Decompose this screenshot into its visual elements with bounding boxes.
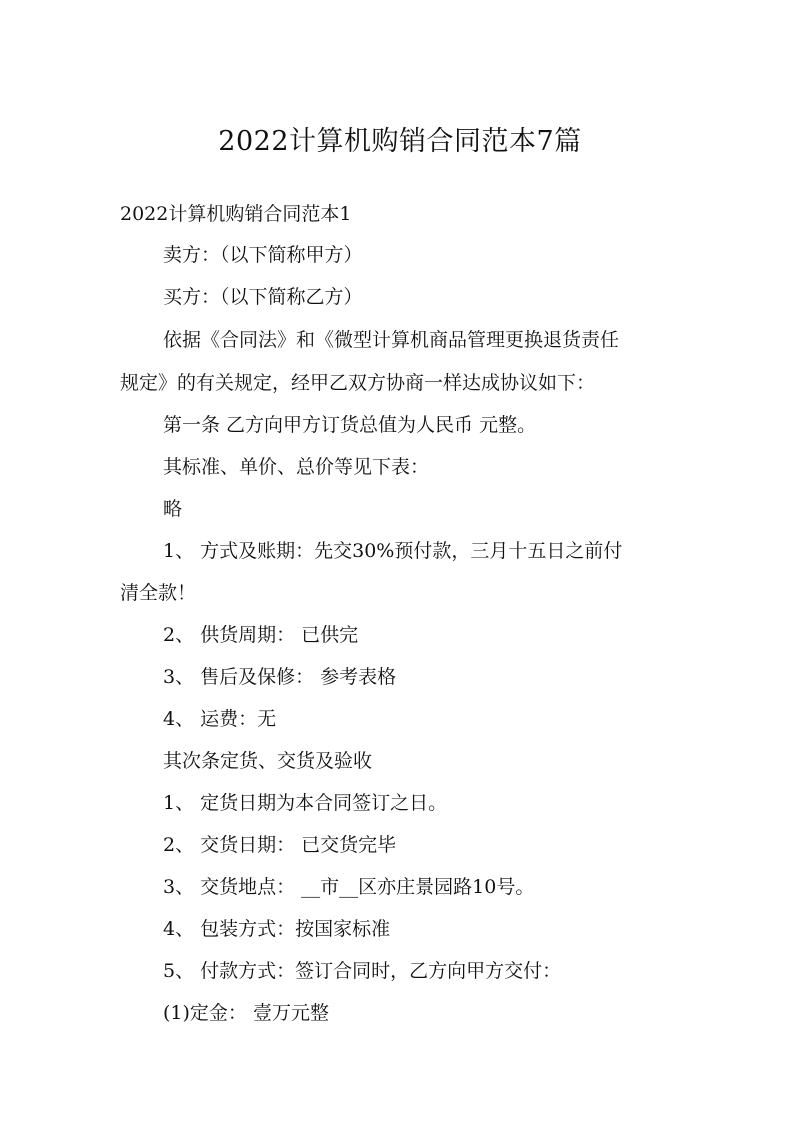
delivery-item-5: 5、 付款方式：签订合同时，乙方向甲方交付： [163, 960, 562, 982]
item-3-after-sales: 3、 售后及保修： 参考表格 [163, 666, 397, 688]
section-heading-contract-1: 2022计算机购销合同范本1 [120, 203, 352, 225]
seller-line: 卖方：（以下简称甲方） [163, 244, 363, 266]
omitted-text: 略 [163, 498, 183, 520]
item-1-payment-line-2: 清全款！ [120, 582, 197, 604]
delivery-item-3: 3、 交货地点： __市__区亦庄景园路10号。 [163, 876, 535, 898]
deposit-line: (1)定金： 壹万元整 [163, 1002, 329, 1024]
paragraph-basis-line-1: 依据《合同法》和《微型计算机商品管理更换退货责任 [163, 329, 620, 351]
delivery-item-2: 2、 交货日期： 已交货完毕 [163, 834, 397, 856]
item-1-payment-line-1: 1、 方式及账期：先交30%预付款，三月十五日之前付 [163, 540, 623, 562]
price-table-note: 其标准、单价、总价等见下表： [163, 456, 430, 478]
item-2-supply-period: 2、 供货周期： 已供完 [163, 624, 359, 646]
delivery-item-1: 1、 定货日期为本合同签订之日。 [163, 792, 448, 814]
item-4-freight: 4、 运费：无 [163, 708, 277, 730]
document-title: 2022计算机购销合同范本7篇 [218, 126, 582, 157]
buyer-line: 买方：（以下简称乙方） [163, 286, 363, 308]
delivery-item-4: 4、 包装方式：按国家标准 [163, 918, 391, 940]
article-2-heading: 其次条定货、交货及验收 [163, 750, 373, 772]
paragraph-basis-line-2: 规定》的有关规定，经甲乙双方协商一样达成协议如下： [120, 372, 596, 394]
article-1-line: 第一条 乙方向甲方订货总值为人民币 元整。 [163, 414, 537, 436]
